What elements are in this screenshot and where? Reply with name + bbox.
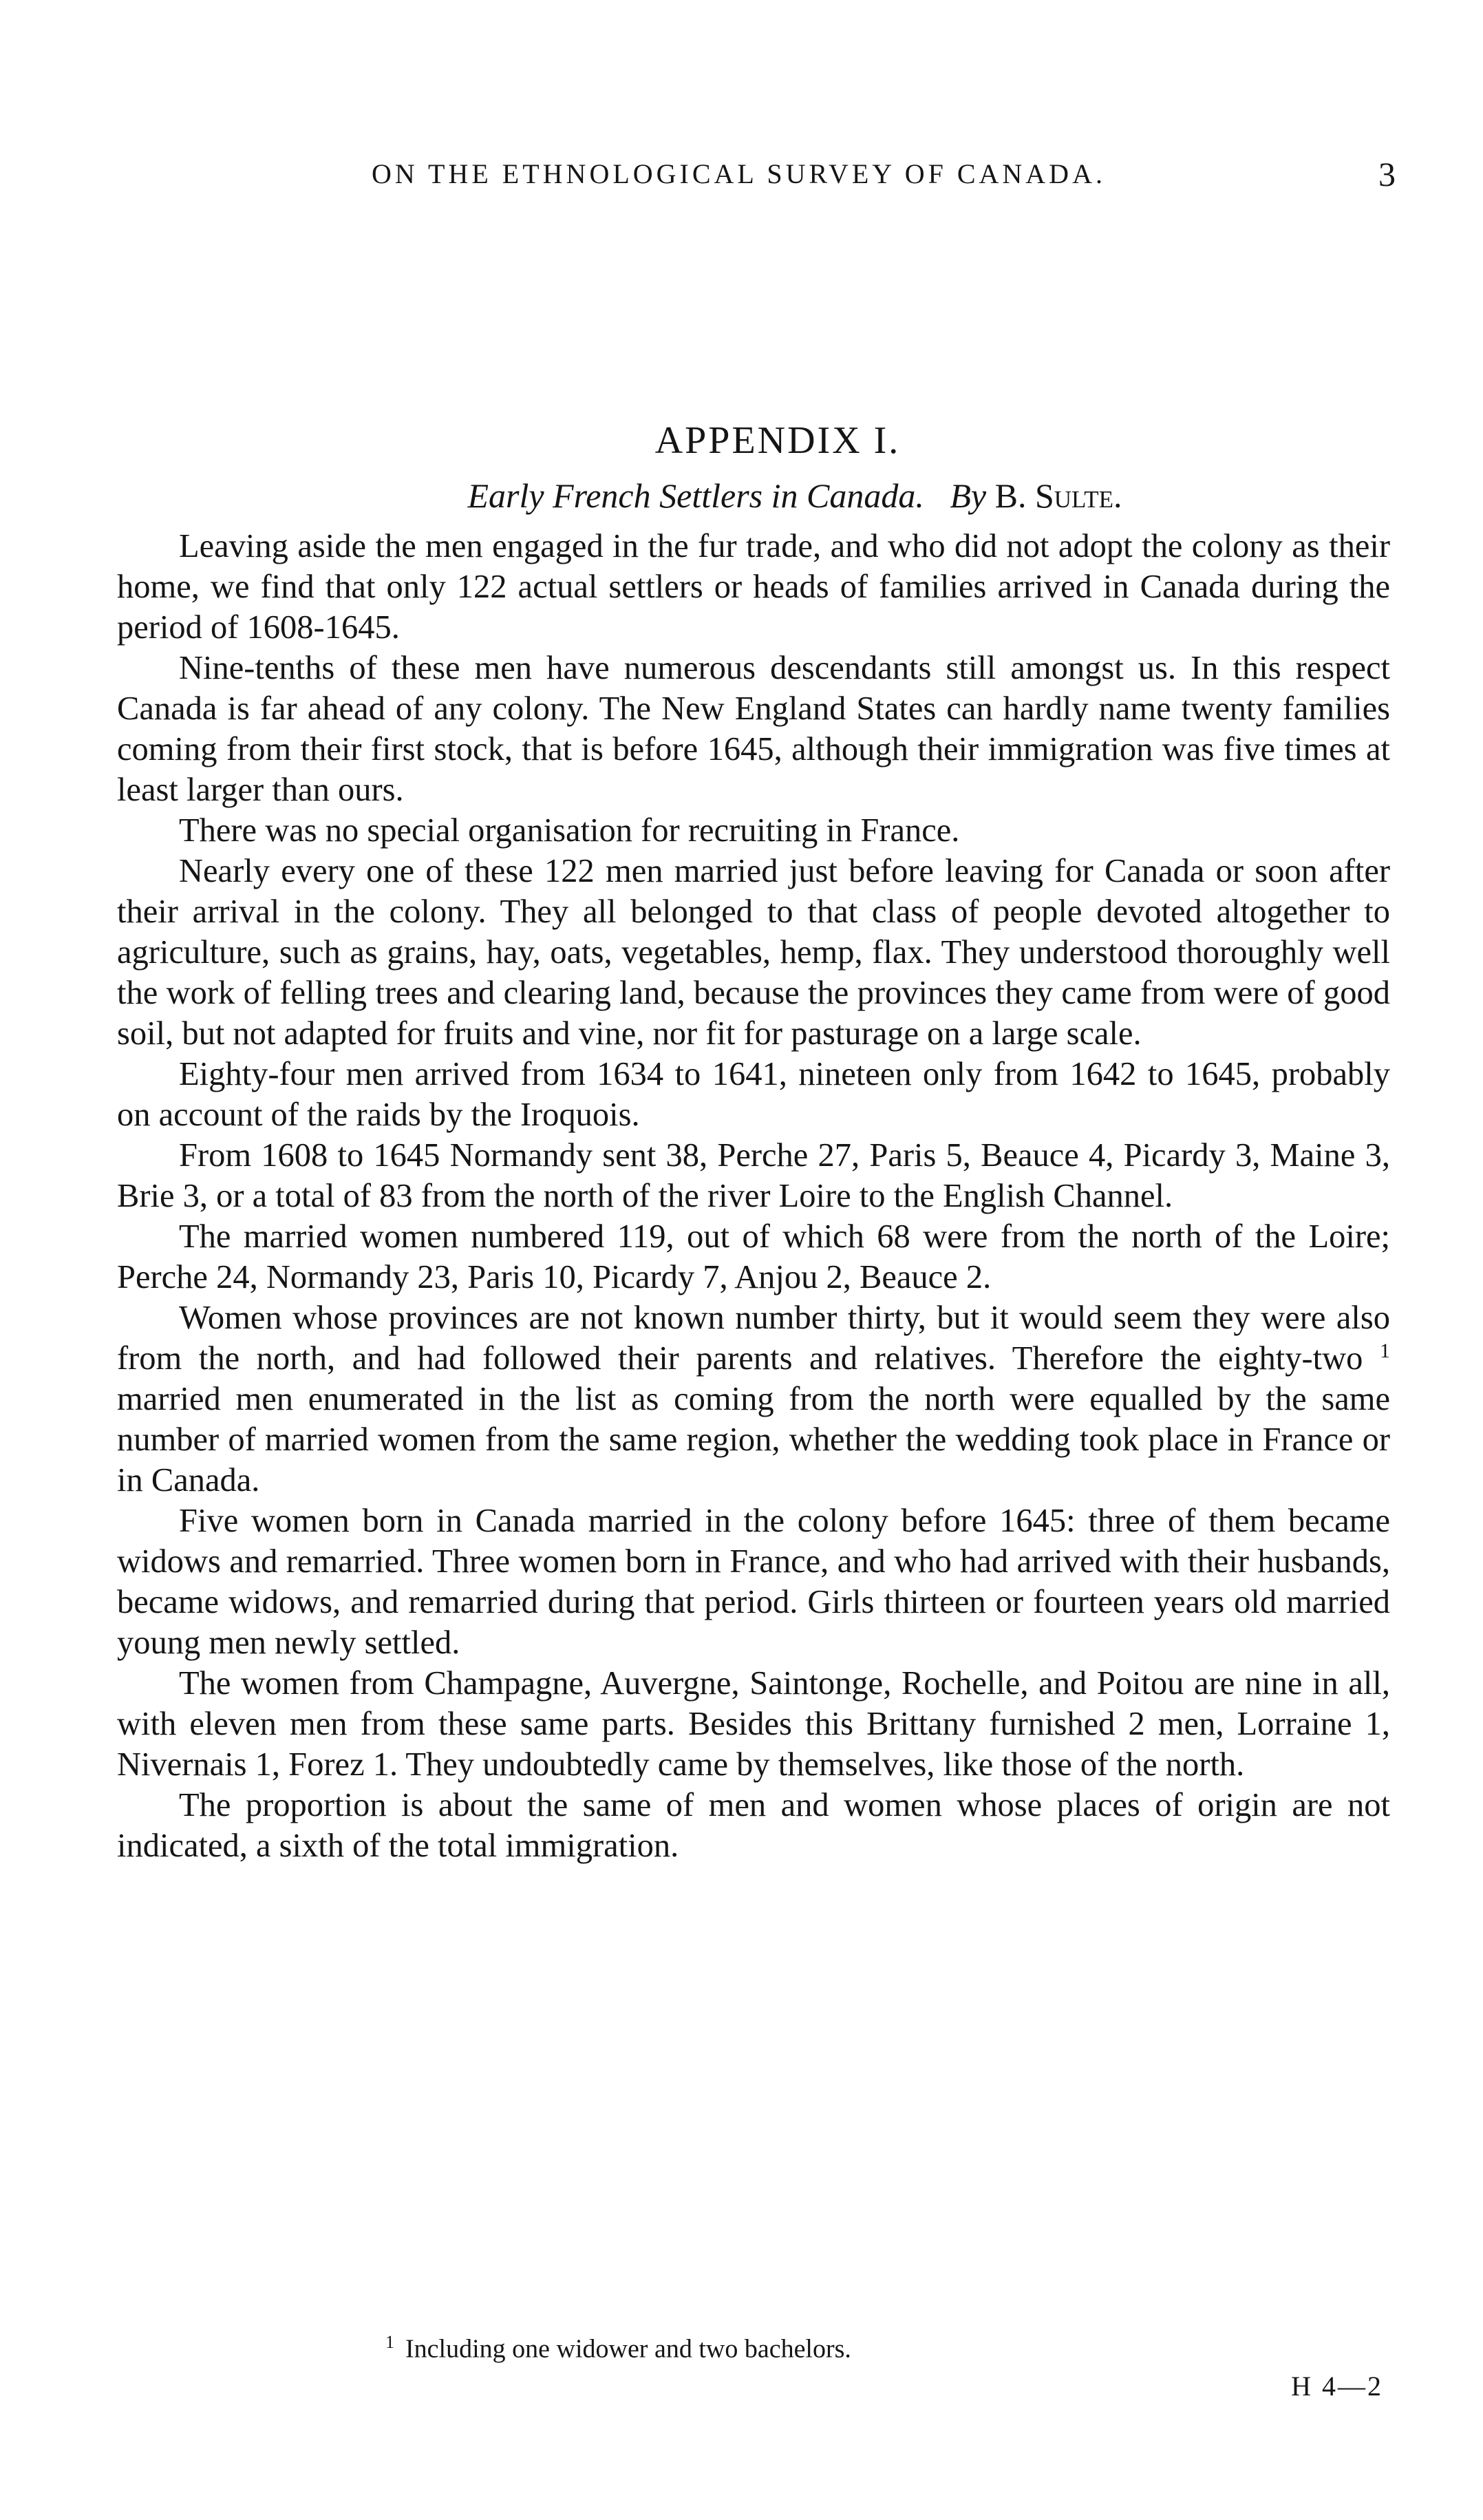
paragraph-with-footnote (117, 1298, 1390, 1501)
footnote-text: Including one widower and two bachelors. (405, 2334, 851, 2364)
footnote-reference: 1 (1380, 1339, 1390, 1362)
paragraph: Nearly every one of these 122 men married just before leaving for Canada or soon after their arrival in the colony. They all belonged to that class of people devoted altogether to agriculture, such as grains, hay, oats, vegetables, hemp, flax. They understood thoroughly well the work of felling trees and clearing land, because the provinces they came from were of good soil, but not adapted for fruits and vine, nor fit for pasturage on a large scale. (117, 853, 1390, 1052)
appendix-subtitle (117, 471, 1390, 520)
paragraph-part: Women whose provinces are not known number thirty, but it would seem they were also from the north, and had followed their parents and relatives. Therefore the eighty-two (117, 1300, 1390, 1377)
running-head (0, 150, 1483, 198)
paragraph: Leaving aside the men engaged in the fur trade, and who did not adopt the colony as their home, we find that only 122 actual settlers or heads of families arrived in Canada during the period of 1608-1645. (117, 528, 1390, 646)
paragraph: Nine-tenths of these men have numerous descendants still amongst us. In this respect Canada is far ahead of any colony. The New England States can hardly name twenty families coming from their first stock, that is before 1645, although their immigration was five times at least larger than ours. (117, 650, 1390, 808)
paragraph: Eighty-four men arrived from 1634 to 1641, nineteen only from 1642 to 1645, probably on account of the raids by the Iroquois. (117, 1056, 1390, 1133)
running-title: ON THE ETHNOLOGICAL SURVEY OF CANADA. (372, 158, 1106, 189)
author-name: Sulte. (1034, 476, 1122, 515)
author-initial: B. (994, 476, 1027, 515)
paragraph: There was no special organisation for recruiting in France. (179, 812, 960, 849)
paragraph: The women from Champagne, Auvergne, Saintonge, Rochelle, and Poitou are nine in all, with eleven men from these same parts. Besides this Brittany furnished 2 men, Lorraine 1, Nivernais 1, Forez 1. They undoubtedly came by themselves, like those of the north. (117, 1665, 1390, 1783)
paragraph: The married women numbered 119, out of which 68 were from the north of the Loire; Perche 24, Normandy 23, Paris 10, Picardy 7, Anjou 2, Beauce 2. (117, 1218, 1390, 1295)
subtitle-title: Early French Settlers in Canada. (467, 476, 924, 515)
footnote-mark: 1 (385, 2332, 394, 2352)
page-number: 3 (1378, 155, 1396, 193)
footnote (385, 2325, 1280, 2367)
main-text (117, 413, 1390, 1866)
appendix-title: APPENDIX I. (654, 419, 901, 462)
subtitle-by: By (950, 476, 987, 515)
paragraph-part: married men enumerated in the list as coming from the north were equalled by the same number of married women from the same region, whether the wedding took place in France or in Canada. (117, 1381, 1390, 1499)
paragraph: Five women born in Canada married in the colony before 1645: three of them became widows and remarried. Three women born in France, and who had arrived with their husbands, became widows, and remarried during that period. Girls thirteen or fourteen years old married young men newly settled. (117, 1503, 1390, 1661)
paragraph: The proportion is about the same of men and women whose places of origin are not indicated, a sixth of the total immigration. (117, 1787, 1390, 1864)
signature-mark: H 4—2 (1291, 2371, 1383, 2402)
paragraph: From 1608 to 1645 Normandy sent 38, Perche 27, Paris 5, Beauce 4, Picardy 3, Maine 3, Brie 3, or a total of 83 from the north of the river Loire to the English Channel. (117, 1137, 1390, 1214)
